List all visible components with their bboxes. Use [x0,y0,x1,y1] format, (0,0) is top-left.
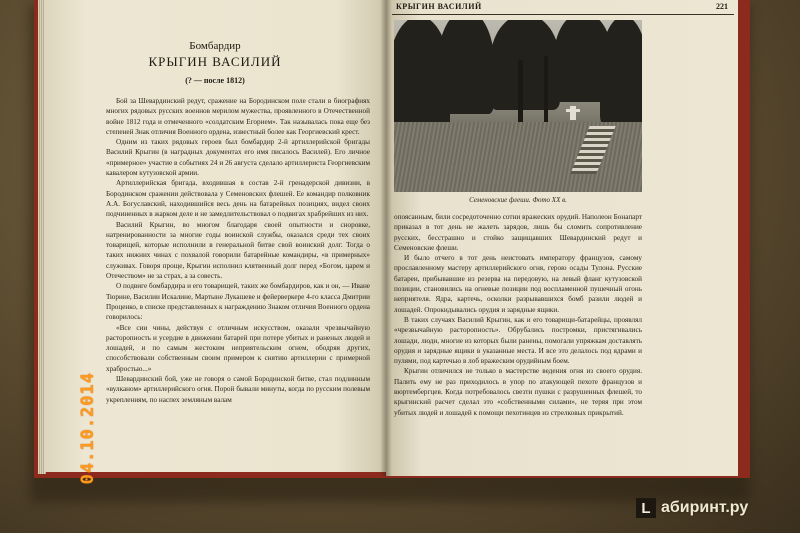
paragraph: «Все сии чины, действуя с отличным искусством, оказали чрезвычайную расторопность и усердие в движении батарей при потере убитых и раненых людей и лошадей, и по самым жестоким неприятельским огнем, ободряя других, способствовали собственным своим примером к снятию артиллерии с примерной храбростью...» [106,323,370,373]
photo-semenov-fleches [394,20,642,192]
chapter-rank: Бомбардир [189,40,241,52]
paragraph: Крыгин отличился не только в мастерстве ведения огня из своего орудия. Палить ему не раз приходилось в упор по атакующей пехоте французов и вюртембергцев. Когда потребовалось свезти пушки с разрушенных флешей, то крыгинский расчет сделал это «собственными силами», не теряя при этом убитых людей и лошадей к помощи пехотинцев из стрелковых прикрытий. [394,367,642,417]
tree-shape [600,20,642,126]
running-head [392,2,734,15]
watermark-text: абиринт.ру [661,499,749,516]
photo-caption: Семеновские флеши. Фото XX в. [469,196,567,204]
paragraph: О подвиге бомбардира и его товарищей, таких же бомбардиров, как и он, — Иване Тюрине, Василии Искалине, Мартыне Лукашеве и фейерверкере 4-го класса Дмитрии Проценко, в списке представленных к награждению Знаком отличия Военного ордена говорилось: [106,282,370,322]
paragraph: В таких случаях Василий Крыгин, как и его товарищи-батарейцы, проявлял «чрезвычайную расторопность». Обрубались постромки, пристягивались лошади, люди, многие из которых были ранены, помогали упряжкам доставлять орудия и зарядные ящики в указанные места. И все это делалось под ядрами и пулями, под картечью в лоб вражеским орудийным боем. [394,315,642,366]
tree-shape [490,20,560,110]
paragraph: Василий Крыгин, во многом благодаря своей опытности и сноровке, натренированности за многие годы воинской службы, оказался среди тех своих товарищей, которые исполнили в генеральной битве свой воинский долг. Тогда о таких нижних чинах с похвалой говорили батарейные командиры, «в примерных» служивах. Говоря проще, Крыгин исполнил клятвенный долг перед «Богом, царем и Отечеством» не за страх, а за совесть. [106,220,370,281]
paragraph: Одним из таких рядовых героев был бомбардир 2-й артиллерийской бригады Василий Крыгин (в наградных документах его имя писалось Василей). Его личное «примерное» участие в событиях 24 и 26 августа сделало артиллериста Георгиевским кавалером кутузовской армии. [106,138,370,178]
tree-shape [438,20,494,114]
paragraph: И было отчего в тот день неистовать императору французов, самому прославленному мастеру артиллерийского огня, герою осады Тулона. Русские батареи, прибывавшие из резерва на передовую, на левый фланг кутузовской позиции, становились на огневые позиции под воспламенной пушечный огонь неприятеля. Ядра, картечь, осколки разрывавшихся бомб разили людей и лошадей. Опрокидывались орудия и зарядные ящики. [394,254,642,314]
labirint-logo-icon: L [636,498,656,518]
page-number: 221 [716,2,728,11]
book-gutter [380,0,392,476]
left-body-text [106,96,370,405]
camera-date-stamp: 04.10.2014 [78,372,98,485]
chapter-dates: (? — после 1812) [185,76,245,85]
paragraph: опоясанным, били сосредоточенно сотни вражеских орудий. Наполеон Бонапарт приказал в тот день не жалеть зарядов, лишь бы сломить сопротивление русских, бесстрашно и стойко защищавших Шевардинский редут и Семеновские флеши. [394,213,642,252]
chapter-title: КРЫГИН ВАСИЛИЙ [148,54,282,69]
running-head-title: КРЫГИН ВАСИЛИЙ [396,2,482,11]
right-body-text [394,212,642,418]
labirint-watermark [636,495,748,521]
paragraph: Бой за Шевардинский редут, сражение на Бородинском поле стали в биографиях многих рядовых русских военнов мерилом мужества, проявленного в Отечественной войне 1812 года и отмеченного «солдатским Егорием». Так называлась пока еще без степеней Знак отличия Военного ордена, известный более как Георгиевский крест. [106,97,370,136]
paragraph: Шевардинский бой, уже не говоря о самой Бородинской битве, стал подлинным «вулканом» артиллерийского огня. Порой бывали минуты, когда по русским полевым укреплениям, по наспех земляным валам [106,375,370,404]
paragraph: Артиллерийская бригада, входившая в состав 2-й гренадерской дивизии, в Бородинском сражении действовала у Семеновских флешей. Ее командир полковник А.А. Богуславский, находившийся весь день на батарейных позициях, видел своих подчиненных в жарком деле и не замедлительствовал о подвигах храбрейших из них. [106,179,370,219]
cross-bar [566,109,580,112]
